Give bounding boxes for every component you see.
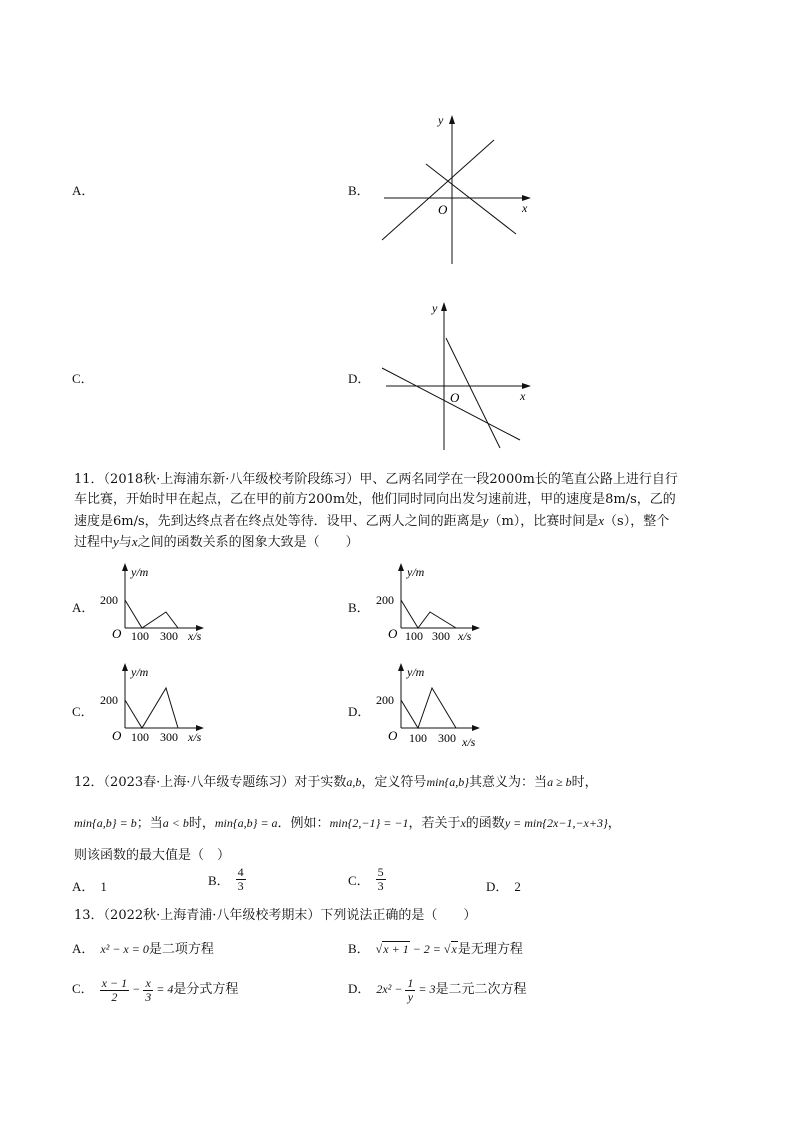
math-expression: = 3 — [415, 982, 436, 996]
option-label: B． — [208, 873, 230, 888]
var-y: y — [113, 534, 119, 549]
q12-text: ，若关于 — [408, 816, 461, 831]
option-label: C． — [348, 873, 370, 888]
x-axis-label: x/s — [188, 629, 202, 643]
q11-text-4c: 之间的函数关系的图象大致是（ ） — [137, 535, 359, 550]
q12-text: 的函数 — [465, 816, 505, 831]
origin-label: O — [438, 202, 448, 217]
q11-text-4b: 与 — [118, 535, 132, 550]
q13-number: 13． — [74, 908, 104, 923]
graph-line — [125, 688, 178, 728]
math-expression: − 2 = — [409, 942, 444, 956]
q13-option-c[interactable] — [72, 972, 238, 1006]
q11-text-3a: 速度是6m/s，先到达终点者在终点处等待．设甲、乙两人之间的距离是 — [74, 514, 483, 529]
math-operator: − — [129, 982, 144, 996]
q11-graph-c — [98, 660, 228, 750]
math-expression: 2x² − — [376, 982, 406, 996]
q11-option-d-label[interactable]: D． — [348, 704, 371, 719]
var-x: x — [598, 513, 605, 528]
q12-text: ， — [607, 816, 621, 831]
y-axis-arrow — [122, 563, 128, 571]
q12-text: 时， — [571, 775, 598, 790]
fraction-x-minus-1-over-2 — [100, 977, 129, 1004]
q12-line-1 — [74, 772, 724, 793]
q12-option-d[interactable] — [486, 876, 521, 895]
origin-label: O — [388, 626, 398, 641]
q12-text: ；当 — [136, 816, 163, 831]
option-label: B． — [348, 941, 370, 956]
option-text: 是无理方程 — [457, 941, 523, 956]
fraction-5-3 — [376, 866, 386, 893]
denominator: 3 — [237, 879, 244, 893]
q11-graph-d — [374, 660, 504, 750]
q11-line-1 — [74, 470, 724, 490]
q11-line-4 — [74, 532, 724, 553]
tick-300: 300 — [438, 731, 456, 745]
y-axis-label: y/m — [407, 665, 425, 679]
q12-line-3 — [74, 846, 724, 866]
numerator: 1 — [407, 975, 414, 990]
tick-200: 200 — [100, 593, 118, 607]
denominator: 3 — [377, 879, 384, 893]
option-text: 是分式方程 — [173, 981, 239, 996]
tick-200: 200 — [100, 693, 118, 707]
tick-100: 100 — [131, 730, 149, 744]
math-function: y = min{2x−1,−x+3} — [504, 816, 608, 830]
q11-option-c-label[interactable]: C． — [72, 704, 94, 719]
tick-300: 300 — [432, 629, 450, 643]
q10-option-d-label[interactable]: D． — [348, 371, 371, 386]
numerator: x — [143, 977, 153, 991]
var-x: x — [131, 534, 138, 549]
x-axis-label: x/s — [188, 730, 202, 744]
math-var-x: x — [460, 816, 466, 830]
math-expression: = 4 — [153, 982, 174, 996]
numerator: 4 — [237, 865, 244, 879]
y-axis-arrow — [122, 663, 128, 671]
x-axis-arrow — [472, 725, 480, 731]
math-min-ab: min{a,b} — [426, 775, 470, 789]
sqrt-symbol: √ — [375, 942, 383, 956]
math-expression: x² − x = 0 — [100, 942, 149, 956]
option-value: 1 — [100, 879, 107, 894]
origin-label: O — [388, 728, 398, 743]
option-label: D． — [348, 981, 371, 996]
q13-option-a[interactable] — [72, 938, 214, 957]
q13-option-d[interactable] — [348, 972, 527, 1006]
q13-line-1 — [74, 906, 724, 926]
math-cond-1: a ≥ b — [547, 775, 572, 789]
option-label: D． — [486, 879, 509, 894]
x-axis-arrow — [472, 625, 480, 631]
denominator: 2 — [111, 989, 118, 1004]
y-axis-arrow — [449, 115, 455, 124]
tick-100: 100 — [409, 731, 427, 745]
q11-number: 11． — [74, 472, 104, 487]
q10-option-c-label[interactable]: C． — [72, 371, 94, 386]
graph-line — [401, 600, 456, 628]
q11-text-2: 车比赛，开始时甲在起点，乙在甲的前方200m处，他们同时同向出发匀速前进，甲的速度是8m/s，乙的 — [74, 492, 676, 507]
tick-100: 100 — [405, 629, 423, 643]
q12-line-2 — [74, 813, 724, 834]
q11-graph-a — [98, 560, 228, 644]
option-label: A． — [72, 941, 95, 956]
y-axis-label: y/m — [131, 565, 149, 579]
q10-graph-b — [376, 112, 536, 268]
q11-text-3c: （s），整个 — [604, 514, 670, 529]
y-axis-label: y/m — [407, 565, 425, 579]
fraction-4-3 — [236, 866, 246, 893]
q12-option-c[interactable] — [348, 866, 386, 893]
q11-option-b-label[interactable]: B． — [348, 600, 370, 615]
option-label: A． — [72, 879, 95, 894]
option-text: 是二元二次方程 — [435, 981, 527, 996]
sqrt-radicand: x — [451, 942, 457, 956]
q11-line-2 — [74, 490, 724, 510]
q12-text: ，定义符号 — [361, 775, 427, 790]
q11-line-3 — [74, 511, 724, 532]
tick-100: 100 — [131, 629, 149, 643]
q11-graph-b — [374, 560, 504, 644]
line-decreasing — [426, 164, 516, 234]
q12-source: （2023春·上海·八年级专题练习） — [103, 775, 295, 790]
x-label: x — [520, 389, 526, 403]
origin-label: O — [112, 728, 122, 743]
origin-label: O — [450, 390, 460, 405]
q12-text: 其意义为：当 — [469, 775, 548, 790]
sqrt-radicand: x + 1 — [383, 942, 409, 956]
y-label: y — [432, 301, 438, 315]
graph-line — [401, 688, 456, 728]
x-label: x — [522, 201, 528, 215]
option-text: 是二项方程 — [148, 941, 214, 956]
fraction-1-over-y — [405, 977, 415, 1004]
graph-line — [125, 600, 178, 628]
q13-option-b[interactable] — [348, 938, 523, 957]
math-cond-2: a < b — [162, 816, 189, 830]
y-axis-arrow — [398, 663, 404, 671]
q10-graph-d — [376, 298, 536, 454]
var-y: y — [482, 513, 489, 528]
math-ab: a,b — [346, 775, 362, 789]
tick-200: 200 — [376, 693, 394, 707]
x-axis-label: x/s — [462, 735, 476, 749]
q12-text: 时， — [188, 816, 215, 831]
denominator: 3 — [145, 989, 152, 1004]
q12-option-a[interactable] — [72, 876, 107, 895]
tick-300: 300 — [160, 730, 178, 744]
y-label: y — [438, 113, 444, 127]
q12-text: 对于实数 — [294, 775, 347, 790]
line-increasing — [382, 140, 494, 240]
q12-number: 12． — [74, 775, 104, 790]
y-axis-label: y/m — [131, 665, 149, 679]
math-def-2: min{a,b} = a — [214, 816, 278, 830]
fraction-x-over-3 — [143, 977, 153, 1004]
q10-option-b-label[interactable]: B． — [348, 183, 370, 198]
q11-source: （2018秋·上海浦东新·八年级校考阶段练习） — [103, 472, 360, 487]
q11-text-4a: 过程中 — [74, 535, 114, 550]
tick-300: 300 — [160, 629, 178, 643]
option-label: C． — [72, 981, 94, 996]
option-value: 2 — [514, 879, 521, 894]
q11-option-a-label[interactable]: A． — [72, 600, 95, 615]
math-example: min{2,−1} = −1 — [329, 816, 409, 830]
q12-text: 则该函数的最大值是（ ） — [74, 848, 231, 863]
q13-stem: 下列说法正确的是（ ） — [320, 908, 477, 923]
q12-option-b[interactable] — [208, 866, 246, 893]
numerator: 5 — [377, 865, 384, 879]
tick-200: 200 — [376, 593, 394, 607]
q10-option-a-label[interactable]: A． — [72, 183, 95, 198]
q11-text-3b: （m），比赛时间是 — [488, 514, 599, 529]
origin-label: O — [112, 626, 122, 641]
numerator: x − 1 — [101, 975, 128, 990]
q13-source: （2022秋·上海青浦·八年级校考期末） — [103, 908, 321, 923]
denominator: y — [407, 989, 414, 1004]
math-def-1: min{a,b} = b — [74, 816, 137, 830]
sqrt-symbol: √ — [443, 942, 451, 956]
q12-text: ．例如： — [277, 816, 330, 831]
q11-text-1: 甲、乙两名同学在一段2000m长的笔直公路上进行自行 — [359, 472, 678, 487]
y-axis-arrow — [441, 302, 447, 311]
x-axis-label: x/s — [458, 629, 472, 643]
y-axis-arrow — [398, 563, 404, 571]
